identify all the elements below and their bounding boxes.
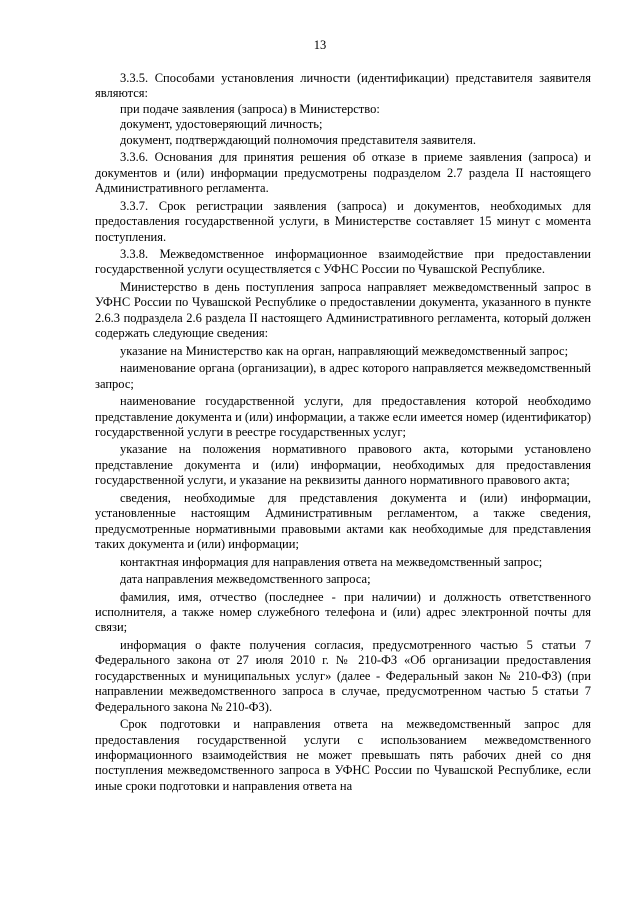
paragraph: наименование государственной услуги, для предоставления которой необходимо представление документа и (или) информации, а также если имеется номер (идентификатор) государственной услуги в реестре государственных услуг; [95, 394, 591, 439]
paragraph: 3.3.6. Основания для принятия решения об отказе в приеме заявления (запроса) и документов и (или) информации предусмотрены подразделом 2.7 раздела II настоящего Административного регламента. [95, 150, 591, 196]
list-item: документ, подтверждающий полномочия представителя заявителя. [120, 132, 477, 147]
list-item: документ, удостоверяющий личность; [120, 117, 323, 132]
paragraph: Министерство в день поступления запроса направляет межведомственный запрос в УФНС России по Чувашской Республике о предоставлении документа, указанного в пункте 2.6.3 подраздела 2.6 раздела II настоящего Административного регламента, который должен содержать следующие сведения: [95, 279, 591, 341]
paragraph: 3.3.8. Межведомственное информационное взаимодействие при предоставлении государственной услуги осуществляется с УФНС России по Чувашской Республике. [95, 246, 591, 277]
paragraph: 3.3.5. Способами установления личности (идентификации) представителя заявителя являются: [95, 71, 591, 101]
paragraph: информация о факте получения согласия, предусмотренного частью 5 статьи 7 Федерального закона от 27 июля 2010 г. № 210-ФЗ «Об организации предоставления государственных и муниципальных услуг» (далее - Федеральный закон № 210-ФЗ) (при направлении межведомственного запроса в случае, предусмотренном частью 5 статьи 7 Федерального закона № 210-ФЗ). [95, 637, 591, 714]
list-item: при подаче заявления (запроса) в Министерство: [120, 101, 380, 116]
document-body [95, 69, 591, 794]
paragraph: фамилия, имя, отчество (последнее - при наличии) и должность ответственного исполнителя, а также номер служебного телефона и (или) адрес электронной почты для связи; [95, 589, 591, 635]
paragraph: 3.3.7. Срок регистрации заявления (запроса) и документов, необходимых для предоставления государственной услуги, в Министерстве составляет 15 минут с момента поступления. [95, 198, 591, 244]
paragraph: Срок подготовки и направления ответа на межведомственный запрос для предоставления государственной услуги с использованием межведомственного информационного взаимодействия не может превышать пять рабочих дней со дня поступления межведомственного запроса в УФНС России по Чувашской Республике, если иные сроки подготовки и направления ответа на [95, 717, 591, 793]
paragraph: указание на положения нормативного правового акта, которыми установлено представление документа и (или) информации, необходимых для предоставления государственной услуги, и указание на реквизиты данного нормативного правового акта; [95, 442, 591, 488]
paragraph: дата направления межведомственного запроса; [120, 572, 371, 587]
paragraph: контактная информация для направления ответа на межведомственный запрос; [120, 554, 543, 569]
page-number: 13 [313, 38, 327, 52]
paragraph: наименование органа (организации), в адрес которого направляется межведомственный запрос; [95, 361, 591, 391]
paragraph: указание на Министерство как на орган, направляющий межведомственный запрос; [120, 343, 569, 358]
paragraph: сведения, необходимые для представления документа и (или) информации, установленные настоящим Административным регламентом, а также сведения, предусмотренные нормативными правовыми актами как необходимые для представления таких документа и (или) информации; [95, 490, 591, 552]
